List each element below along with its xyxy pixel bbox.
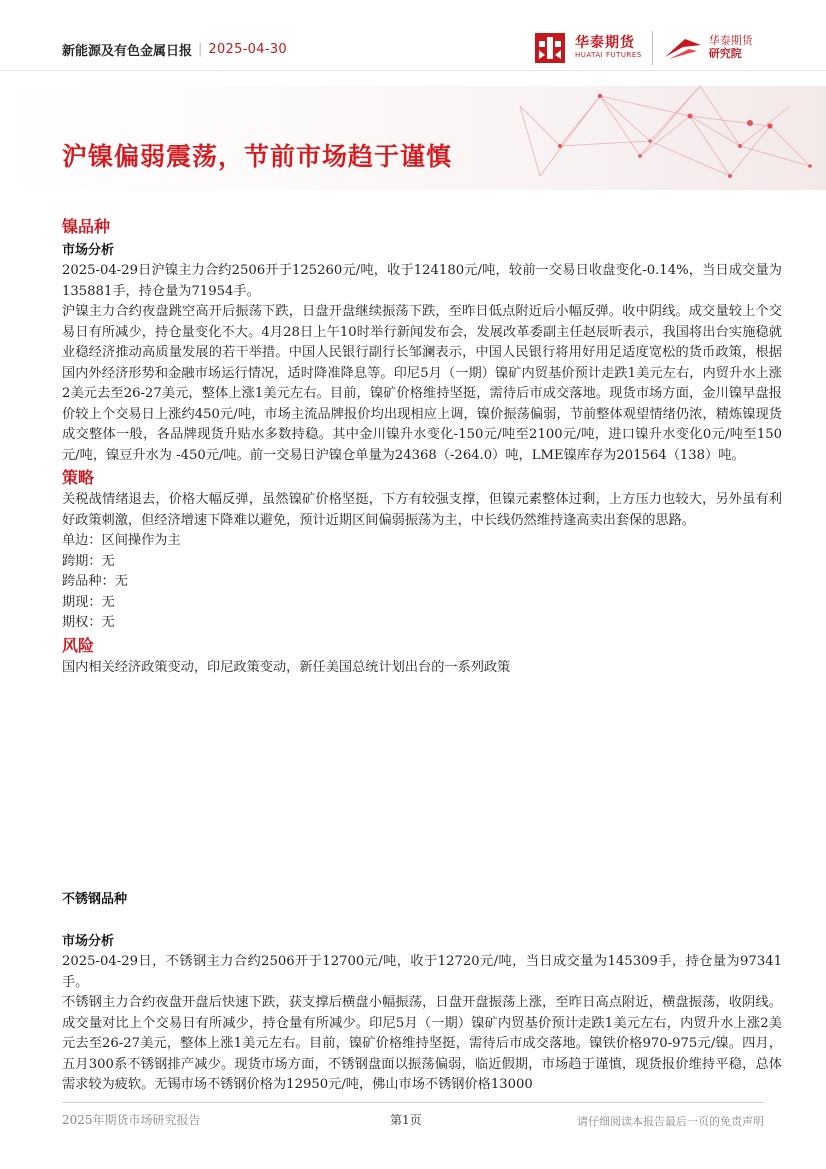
- footer-report-label: 2025年期货市场研究报告: [62, 1113, 201, 1127]
- logo-cn: 华泰期货: [575, 35, 635, 52]
- research-logo: [663, 35, 753, 61]
- research-logo-icon: [663, 35, 703, 61]
- header-separator: |: [198, 42, 203, 57]
- nickel-market-heading: 市场分析: [62, 243, 115, 258]
- report-header: [62, 40, 287, 59]
- nickel-risk-text: 国内相关经济政策变动，印尼政策变动，新任美国总统计划出台的一系列政策: [62, 659, 511, 675]
- strategy-line: 单边：区间操作为主: [62, 533, 181, 548]
- nickel-strategy-paragraph: 关税战情绪退去，价格大幅反弹，虽然镍矿价格坚挺，下方有较强支撑，但镍元素整体过剩，上方压力也较大，另外虽有利好政策刺激，但经济增速下降难以避免，预计近期区间偏弱振荡为主，中长线仍然维持逢高卖出套保的思路。: [62, 492, 782, 528]
- stainless-market-heading: 市场分析: [62, 934, 115, 949]
- report-name: 新能源及有色金属日报: [62, 44, 193, 59]
- stainless-market-paragraph: 2025-04-29日，不锈钢主力合约2506开于12700元/吨，收于12720元/吨，当日成交量为145309手，持仓量为97341手。: [62, 954, 782, 990]
- footer-rule: [62, 1102, 764, 1103]
- footer-disclaimer: 请仔细阅读本报告最后一页的免责声明: [577, 1115, 764, 1128]
- report-date: 2025-04-30: [208, 42, 287, 57]
- nickel-section-title: 镍品种: [62, 217, 111, 236]
- research-logo-line2: 研究院: [708, 47, 742, 60]
- nickel-strategy-heading: 策略: [62, 468, 95, 487]
- stainless-market-paragraph: 不锈钢主力合约夜盘开盘后快速下跌，获支撑后横盘小幅振荡，日盘开盘振荡上涨，至昨日高点附近，横盘振荡，收阴线。成交量对比上个交易日有所减少，持仓量有所减少。印尼5月（一期）镍矿内贸基价预计走跌1美元左右，内贸升水上涨2美元去至26-27美元，整体上涨1美元左右。目前，镍矿价格维持坚挺，需待后市成交落地。镍铁价格970-975元/镍。四月，五月300系不锈钢排产减少。现货市场方面，不锈钢盘面以振荡偏弱，临近假期，市场趋于谨慎，现货报价维持平稳，总体需求较为疲软。无锡市场不锈钢价格为12950元/吨，佛山市场不锈钢价格13000: [62, 995, 782, 1092]
- page-number: 第1页: [390, 1113, 422, 1127]
- nickel-market-paragraph: 沪镍主力合约夜盘跳空高开后振荡下跌，日盘开盘继续振荡下跌，至昨日低点附近后小幅反弹。收中阴线。成交量较上个交易日有所减少，持仓量变化不大。4月28日上午10时举行新闻发布会，发展改革委副主任赵辰昕表示，我国将出台实施稳就业稳经济推动高质量发展的若干举措。中国人民银行副行长邹澜表示，中国人民银行将用好用足适度宽松的货币政策，根据国内外经济形势和金融市场运行情况，适时降准降息等。印尼5月（一期）镍矿内贸基价预计走跌1美元左右，内贸升水上涨2美元去至26-27美元，整体上涨1美元左右。目前，镍矿价格维持坚挺，需待后市成交落地。现货市场方面，金川镍早盘报价较上个交易日上涨约450元/吨，市场主流品牌报价均出现相应上调，镍价振荡偏弱，节前整体观望情绪仍浓，精炼镍现货成交整体一般，各品牌现货升贴水多数持稳。其中金川镍升水变化-150元/吨至2100元/吨，进口镍升水变化0元/吨至150元/吨，镍豆升水为 -450元/吨。前一交易日沪镍仓单量为24368（-264.0）吨，LME镍库存为201564（138）吨。: [62, 304, 782, 463]
- nickel-market-paragraph: 2025-04-29日沪镍主力合约2506开于125260元/吨，收于124180元/吨，较前一交易日收盘变化-0.14%，当日成交量为135881手，持仓量为71954手。: [62, 263, 782, 299]
- brand-logos: [535, 28, 753, 68]
- strategy-line: 跨品种：无: [62, 574, 128, 589]
- huatai-logo-text: [575, 36, 642, 59]
- strategy-line: 跨期：无: [62, 553, 115, 569]
- strategy-line: 期现：无: [62, 594, 115, 610]
- stainless-section: [62, 930, 782, 1096]
- huatai-logo-icon: [535, 33, 565, 63]
- research-logo-line1: 华泰期货: [708, 34, 753, 48]
- strategy-line: 期权：无: [62, 615, 115, 630]
- nickel-risk-heading: 风险: [62, 635, 95, 655]
- logo-en: HUATAI FUTURES: [575, 50, 642, 59]
- logo-divider: [652, 31, 653, 65]
- page-title: 沪镍偏弱震荡，节前市场趋于谨慎: [62, 142, 453, 171]
- nickel-section: [62, 215, 782, 678]
- stainless-section-title: 不锈钢品种: [62, 892, 128, 907]
- header-rule: [0, 70, 826, 71]
